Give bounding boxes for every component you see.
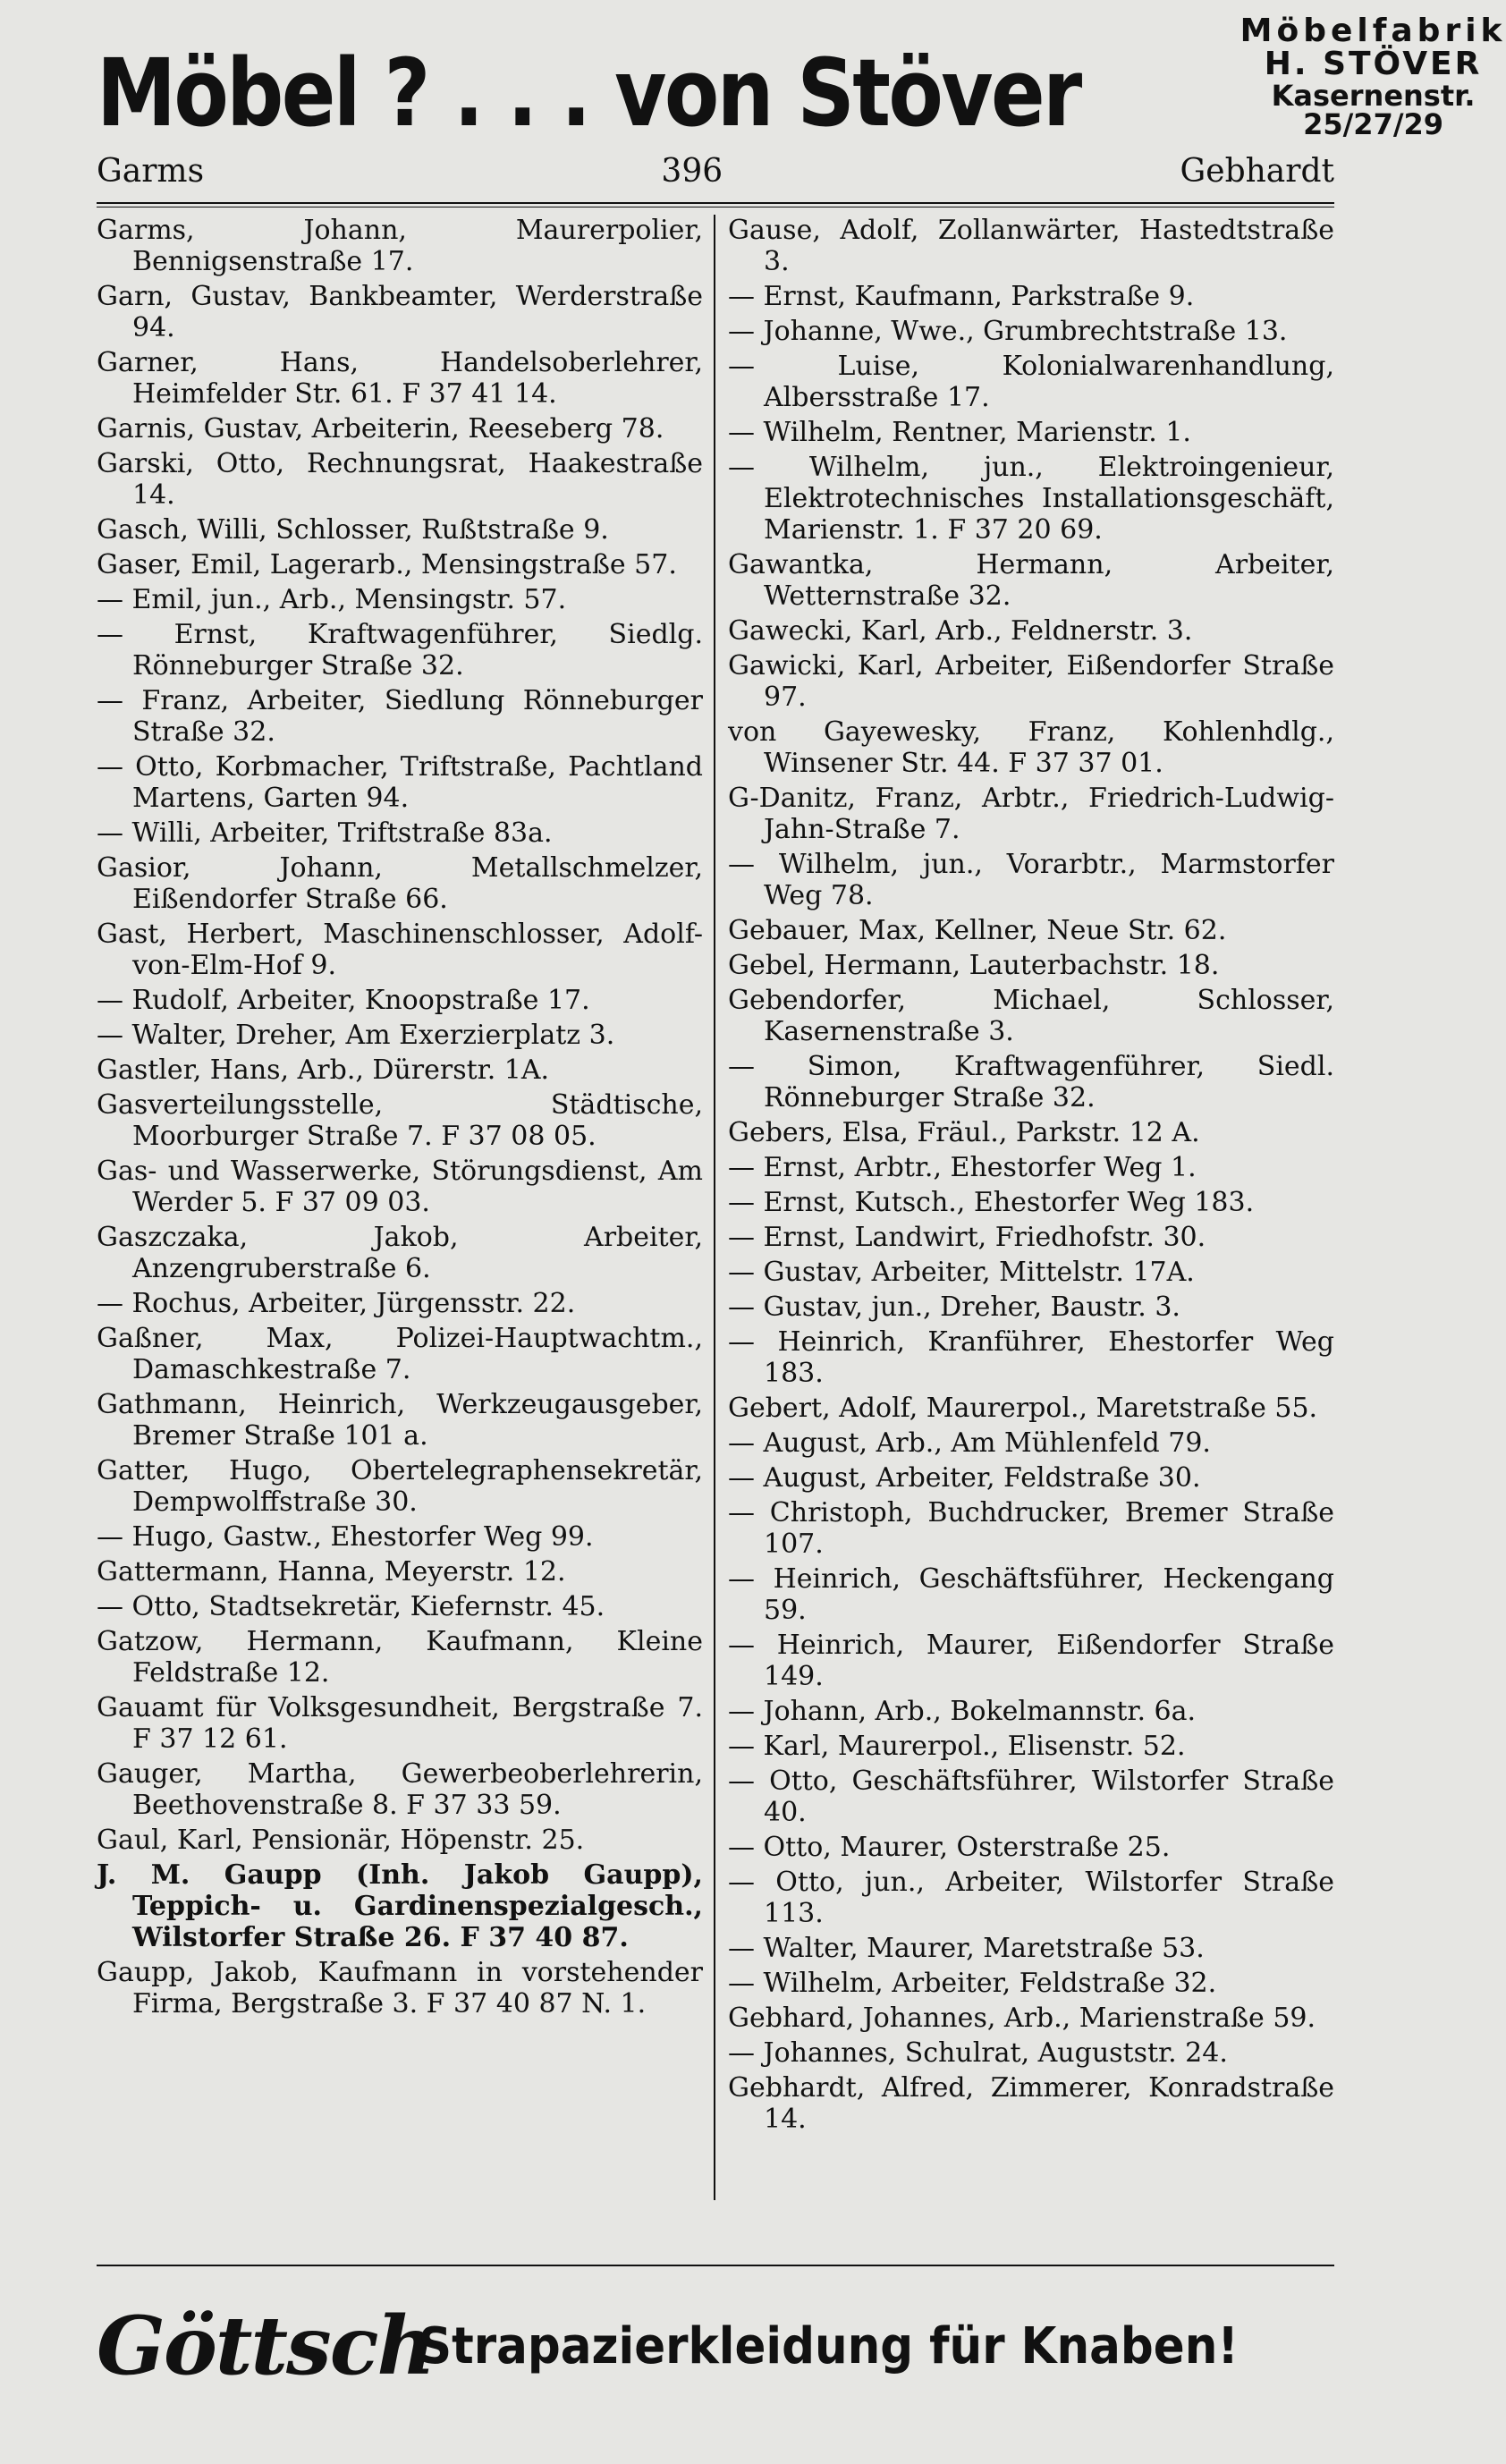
directory-entry: — August, Arbeiter, Feldstraße 30.: [728, 1462, 1201, 1494]
directory-entry: — Gustav, Arbeiter, Mittelstr. 17A.: [728, 1257, 1195, 1288]
directory-entry: — Christoph, Buchdrucker, Bremer Straße 107.: [728, 1497, 1334, 1560]
directory-entry: — Franz, Arbeiter, Siedlung Rönneburger Straße 32.: [97, 685, 703, 748]
directory-entry: — Johanne, Wwe., Grumbrechtstraße 13.: [728, 316, 1288, 347]
directory-entry: J. M. Gaupp (Inh. Jakob Gaupp), Teppich- u. Gardinenspezialgesch., Wilstorfer Straße 26. F 37 40 87.: [97, 1859, 703, 1953]
directory-entry: — Hugo, Gastw., Ehestorfer Weg 99.: [97, 1521, 594, 1553]
directory-entry: Gaul, Karl, Pensionär, Höpenstr. 25.: [97, 1825, 585, 1856]
directory-entry: — Otto, Geschäftsführer, Wilstorfer Straße 40.: [728, 1765, 1334, 1828]
directory-entry: Gatter, Hugo, Obertelegraphensekretär, Dempwolffstraße 30.: [97, 1455, 703, 1518]
left-column: [97, 215, 714, 2200]
directory-entry: Gasior, Johann, Metallschmelzer, Eißendorfer Straße 66.: [97, 852, 703, 915]
directory-entry: Gast, Herbert, Maschinenschlosser, Adolf-von-Elm-Hof 9.: [97, 919, 703, 981]
directory-entry: — Emil, jun., Arb., Mensingstr. 57.: [97, 584, 567, 615]
directory-entry: Garner, Hans, Handelsoberlehrer, Heimfelder Str. 61. F 37 41 14.: [97, 347, 703, 410]
directory-entry: — Wilhelm, Arbeiter, Feldstraße 32.: [728, 1968, 1217, 1999]
ad-company-block: [1240, 15, 1506, 140]
directory-entry: — Karl, Maurerpol., Elisenstr. 52.: [728, 1731, 1186, 1762]
directory-entry: Gauger, Martha, Gewerbeoberlehrerin, Beethovenstraße 8. F 37 33 59.: [97, 1758, 703, 1821]
directory-entry: Gebers, Elsa, Fräul., Parkstr. 12 A.: [728, 1117, 1200, 1148]
directory-entry: Garnis, Gustav, Arbeiterin, Reeseberg 78.: [97, 413, 664, 445]
directory-entry: — Rudolf, Arbeiter, Knoopstraße 17.: [97, 985, 590, 1016]
directory-entry: Gaßner, Max, Polizei-Hauptwachtm., Damaschkestraße 7.: [97, 1323, 703, 1385]
directory-entry: — August, Arb., Am Mühlenfeld 79.: [728, 1427, 1211, 1459]
directory-entry: — Johannes, Schulrat, Auguststr. 24.: [728, 2037, 1228, 2069]
directory-entry: Garms, Johann, Maurerpolier, Bennigsenstraße 17.: [97, 215, 703, 277]
directory-entry: Garn, Gustav, Bankbeamter, Werderstraße 94.: [97, 281, 703, 343]
directory-entry: — Walter, Maurer, Maretstraße 53.: [728, 1933, 1205, 1964]
directory-entry: — Otto, Korbmacher, Triftstraße, Pachtland Martens, Garten 94.: [97, 751, 703, 814]
goettsch-logo: Göttsch: [97, 2299, 434, 2393]
directory-entry: Gasch, Willi, Schlosser, Rußtstraße 9.: [97, 514, 609, 546]
directory-entry: Gawantka, Hermann, Arbeiter, Wetternstraße 32.: [728, 549, 1334, 612]
directory-columns: [97, 215, 1334, 2200]
directory-entry: — Heinrich, Geschäftsführer, Heckengang 59.: [728, 1563, 1334, 1626]
directory-entry: Gause, Adolf, Zollanwärter, Hastedtstraße 3.: [728, 215, 1334, 277]
page-number: 396: [661, 153, 723, 190]
directory-entry: — Ernst, Kutsch., Ehestorfer Weg 183.: [728, 1187, 1255, 1218]
ad-slogan: Strapazierkleidung für Knaben!: [419, 2316, 1239, 2375]
directory-entry: Gebendorfer, Michael, Schlosser, Kasernenstraße 3.: [728, 985, 1334, 1047]
directory-entry: Gatzow, Hermann, Kaufmann, Kleine Feldstraße 12.: [97, 1626, 703, 1689]
directory-entry: Gawicki, Karl, Arbeiter, Eißendorfer Straße 97.: [728, 650, 1334, 713]
ad-company-line-2: H. STÖVER: [1264, 46, 1483, 83]
directory-entry: — Ernst, Kaufmann, Parkstraße 9.: [728, 281, 1195, 312]
directory-entry: — Heinrich, Maurer, Eißendorfer Straße 149.: [728, 1630, 1334, 1692]
directory-entry: — Wilhelm, jun., Vorarbtr., Marmstorfer Weg 78.: [728, 849, 1334, 911]
directory-entry: Garski, Otto, Rechnungsrat, Haakestraße 14.: [97, 448, 703, 511]
directory-entry: — Ernst, Kraftwagenführer, Siedlg. Rönneburger Straße 32.: [97, 619, 703, 682]
bottom-advertisement: [97, 2279, 1334, 2413]
directory-entry: Gebhardt, Alfred, Zimmerer, Konradstraße 14.: [728, 2072, 1334, 2135]
directory-entry: Gaupp, Jakob, Kaufmann in vorstehender Firma, Bergstraße 3. F 37 40 87 N. 1.: [97, 1957, 703, 2019]
directory-entry: Gebauer, Max, Kellner, Neue Str. 62.: [728, 915, 1227, 946]
directory-entry: von Gayewesky, Franz, Kohlenhdlg., Winsener Str. 44. F 37 37 01.: [728, 716, 1334, 779]
directory-entry: — Wilhelm, jun., Elektroingenieur, Elektrotechnisches Installationsgeschäft, Marienstr. 1. F 37 20 69.: [728, 452, 1334, 546]
running-head: [97, 147, 1334, 190]
directory-entry: — Otto, jun., Arbeiter, Wilstorfer Straße 113.: [728, 1867, 1334, 1929]
directory-entry: Gathmann, Heinrich, Werkzeugausgeber, Bremer Straße 101 a.: [97, 1389, 703, 1452]
directory-entry: Gauamt für Volksgesundheit, Bergstraße 7. F 37 12 61.: [97, 1692, 703, 1755]
directory-entry: Gas- und Wasserwerke, Störungsdienst, Am Werder 5. F 37 09 03.: [97, 1156, 703, 1218]
ad-company-line-1: Möbelfabrik: [1239, 13, 1506, 50]
directory-entry: Gebel, Hermann, Lauterbachstr. 18.: [728, 950, 1220, 981]
ad-headline: Möbel ? . . . von Stöver: [97, 38, 1080, 148]
directory-entry: — Ernst, Landwirt, Friedhofstr. 30.: [728, 1222, 1206, 1253]
directory-entry: Gaszczaka, Jakob, Arbeiter, Anzengruberstraße 6.: [97, 1222, 703, 1284]
directory-entry: Gaser, Emil, Lagerarb., Mensingstraße 57.: [97, 549, 677, 580]
directory-entry: — Otto, Maurer, Osterstraße 25.: [728, 1832, 1171, 1863]
directory-entry: Gawecki, Karl, Arb., Feldnerstr. 3.: [728, 615, 1193, 647]
directory-entry: — Rochus, Arbeiter, Jürgensstr. 22.: [97, 1288, 576, 1319]
directory-entry: — Willi, Arbeiter, Triftstraße 83a.: [97, 817, 553, 849]
directory-entry: — Ernst, Arbtr., Ehestorfer Weg 1.: [728, 1152, 1197, 1183]
directory-entry: — Walter, Dreher, Am Exerzierplatz 3.: [97, 1020, 615, 1051]
directory-entry: G-Danitz, Franz, Arbtr., Friedrich-Ludwig-Jahn-Straße 7.: [728, 783, 1334, 845]
header-rule: [97, 202, 1334, 204]
directory-entry: — Heinrich, Kranführer, Ehestorfer Weg 183.: [728, 1326, 1334, 1389]
directory-entry: — Simon, Kraftwagenführer, Siedl. Rönneburger Straße 32.: [728, 1051, 1334, 1113]
directory-entry: — Wilhelm, Rentner, Marienstr. 1.: [728, 417, 1191, 448]
right-column: [714, 215, 1334, 2200]
footer-rule: [97, 2265, 1334, 2266]
directory-entry: — Otto, Stadtsekretär, Kiefernstr. 45.: [97, 1591, 605, 1622]
directory-entry: Gattermann, Hanna, Meyerstr. 12.: [97, 1556, 566, 1588]
directory-entry: — Gustav, jun., Dreher, Baustr. 3.: [728, 1291, 1180, 1323]
top-advertisement: [97, 13, 1506, 148]
directory-entry: Gebhard, Johannes, Arb., Marienstraße 59.: [728, 2003, 1316, 2034]
directory-entry: Gastler, Hans, Arb., Dürerstr. 1A.: [97, 1054, 550, 1086]
ad-company-address: Kasernenstr. 25/27/29: [1271, 78, 1476, 142]
directory-entry: — Johann, Arb., Bokelmannstr. 6a.: [728, 1696, 1197, 1727]
running-head-left: Garms: [97, 153, 205, 190]
directory-entry: — Luise, Kolonialwarenhandlung, Albersstraße 17.: [728, 351, 1334, 413]
directory-entry: Gebert, Adolf, Maurerpol., Maretstraße 55.: [728, 1393, 1318, 1424]
running-head-right: Gebhardt: [1180, 153, 1334, 190]
directory-entry: Gasverteilungsstelle, Städtische, Moorburger Straße 7. F 37 08 05.: [97, 1089, 703, 1152]
